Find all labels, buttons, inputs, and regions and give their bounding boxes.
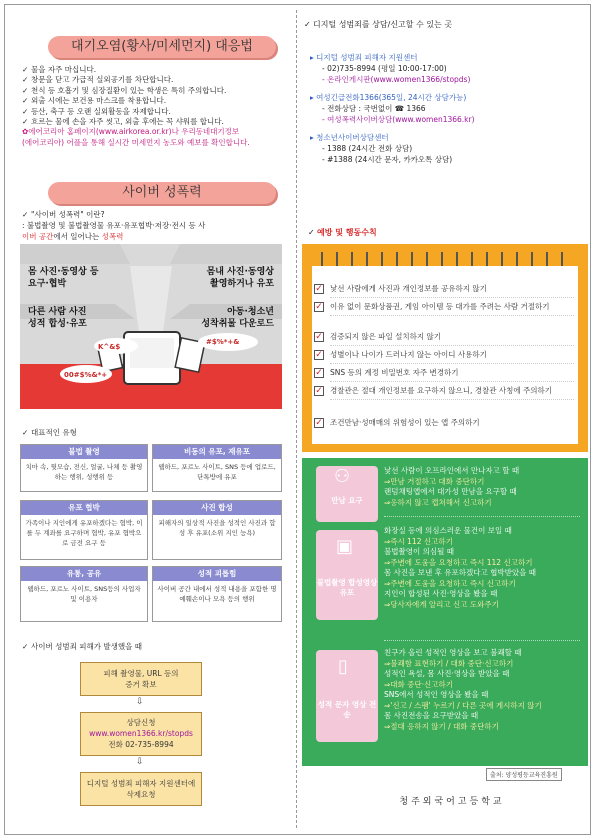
air-item: ✓ 천식 등 호흡기 및 심장질환이 있는 학생은 특히 주의합니다.: [22, 85, 227, 95]
check-icon: ✓: [22, 210, 29, 219]
type-card-title: 유통, 공유: [21, 567, 147, 581]
rule-item: ✓ SNS 등의 계정 비밀번호 자주 변경하기: [330, 368, 574, 382]
air-item: ✓ 창문을 닫고 가급적 실외공기를 차단합니다.: [22, 75, 174, 85]
victim-label: ✓ 사이버 성범죄 피해가 발생했을 때: [22, 642, 142, 651]
org-name: ▸ 여성긴급전화1366(365일, 24시간 상담가능): [310, 93, 467, 102]
symbol-text: K^&$: [98, 343, 121, 351]
type-card-body: 치마 속, 뒷모습, 전신, 얼굴, 나체 등 촬영하는 행위, 성행위 등: [25, 463, 143, 481]
air-note: ✿에어코리아 홈페이지(www.airkorea.or.kr)나 우리동네대기정보: [22, 127, 240, 137]
situation-label: ▯ 성적 문자 영상 전송: [316, 650, 378, 742]
rule-item: ✓ 이유 없이 문화상품권, 게임 아이템 등 대가를 주려는 사람 거절하기: [330, 302, 574, 316]
check-icon: ✓: [22, 75, 29, 85]
check-icon: ✓: [22, 96, 29, 106]
graphic-text: 몸 사진·동영상 등 요구·협박: [28, 267, 99, 289]
type-card-title: 비동의 유포, 재유포: [153, 445, 281, 459]
type-card-title: 불법 촬영: [21, 445, 147, 459]
rule-item: ✓ 조건만남·성매매의 위험성이 있는 앱 주의하기: [315, 418, 480, 428]
air-item: ✓ 외출 시에는 보건용 마스크를 착용합니다.: [22, 96, 167, 106]
rules-title: ✓ 예방 및 행동수칙: [308, 228, 377, 237]
cyber-def-2: 이버 공간에서 일어나는 성폭력: [22, 232, 124, 241]
air-item: ✓ 흐르는 물에 손을 자주 씻고, 외출 후에는 꼭 샤워를 합니다.: [22, 117, 224, 127]
type-card-body: 사이버 공간 내에서 성적 내용을 포함한 명예훼손이나 모욕 등의 행위: [157, 585, 277, 603]
situation-text: 낯선 사람이 오프라인에서 만나자고 할 때 ⇒만남 거절하고 대화 중단하기 랜덤채팅앱에서 대가성 만남을 요구할 때 ⇒응하지 않고 캡쳐해서 신고하기: [384, 466, 520, 507]
org-name: ▸ 디지털 성범죄 피해자 지원센터: [310, 53, 418, 62]
type-card-title: 사진 합성: [153, 501, 281, 515]
checkbox-checked-icon: ✓: [315, 350, 323, 360]
air-item: ✓ 물을 자주 마십니다.: [22, 65, 97, 74]
type-card: [20, 444, 148, 492]
cyber-def-1: : 불법촬영 및 불법촬영물 유포·유포협박·저장·전시 등 사: [22, 221, 206, 230]
down-arrow-icon: ⇩: [136, 757, 144, 767]
graphic-text: 아동·청소년 성착취물 다운로드: [201, 307, 274, 329]
rules-list: [312, 266, 578, 444]
check-icon: ✓: [308, 228, 315, 237]
type-card-title: 성적 괴롭힘: [153, 567, 281, 581]
source-note: 출처: 양성평등교육진흥원: [486, 768, 562, 781]
air-list: [22, 65, 290, 148]
type-card-body: 가족이나 지인에게 유포하겠다는 협박, 이를 두 계좌를 요구하며 협박, 유포 협박으로 금전 요구 등: [25, 519, 143, 547]
check-icon: ✓: [22, 428, 29, 437]
rule-item: ✓ 성별이나 나이가 드러나지 않는 아이디 사용하기: [330, 350, 574, 364]
phone-illustration: [20, 244, 282, 409]
graphic-text: 다른 사람 사진 성적 합성·유포: [28, 307, 87, 329]
flow-step: 디지털 성범죄 피해자 지원센터에 삭제요청: [80, 772, 202, 806]
graphic-text: 몸내 사진·동영상 촬영하거나 유포: [206, 267, 274, 289]
rule-item: ✓ 경찰관은 절대 개인정보를 요구하지 않으니, 경찰관 사칭에 주의하기: [330, 386, 574, 400]
situation-label: ▣ 불법촬영 합성영상 유포: [316, 530, 378, 620]
school-name: 청주외국어고등학교: [399, 797, 505, 807]
help-title: ✓ 디지털 성범죄를 상담/신고할 수 있는 곳: [304, 20, 453, 29]
air-note-2: (에어코리아) 어플을 통해 실시간 미세먼지 농도와 예보를 확인합니다.: [22, 137, 250, 147]
air-item: ✓ 등산, 축구 등 오랜 실외활동을 자제합니다.: [22, 106, 171, 116]
situation-label: ⚇ 만남 요구: [316, 466, 378, 522]
cyber-definition: [22, 209, 290, 242]
situation-text: 친구가 올린 성적인 영상을 보고 불쾌할 때 ⇒불쾌함 표현하기 / 대화 중단·신고하기 성적인 욕설, 몸 사진·영상을 받았을 때 ⇒대화 중단·신고하기 SNS에서 성적인 영상을 봤을 때 ⇒'신고 / 스팸' 누르기 / 다른 곳에 게시하지 않기 몸 사진전송을 요구받았을 때 ⇒절대 응하지 않기 / 대화 중단하기: [384, 648, 542, 731]
type-card-body: 웹하드, 포르노 사이트, SNS 등에 업로드, 단톡방에 유포: [158, 463, 276, 481]
separator: [384, 640, 580, 641]
check-icon: ✓: [22, 106, 29, 116]
cyber-title: 사이버 성폭력: [48, 182, 276, 204]
checkbox-checked-icon: ✓: [315, 418, 323, 428]
type-card: [152, 500, 282, 560]
meeting-icon: ⚇: [334, 466, 351, 487]
type-card: [152, 444, 282, 492]
checkbox-checked-icon: ✓: [315, 386, 323, 396]
type-card: [20, 500, 148, 560]
cyber-graphic: [20, 244, 282, 409]
down-arrow-icon: ⇩: [136, 697, 144, 707]
camera-icon: ▣: [336, 536, 354, 557]
checkbox-checked-icon: ✓: [315, 332, 323, 342]
rule-item: ✓ 낯선 사람에게 사진과 개인정보를 공유하지 않기: [330, 284, 574, 298]
type-card: [20, 566, 148, 622]
symbol-text: #$%*+&: [206, 338, 240, 346]
phone-icon: ▯: [338, 656, 348, 677]
situation-text: 화장실 등에 의심스러운 물건이 보일 때 ⇒즉시 112 신고하기 불법촬영이 의심될 때 ⇒주변에 도움을 요청하고 즉시 112 신고하기 몸 사진을 보낸 후 유포하겠다고 협박받았을 때 ⇒주변에 도움을 요청하고 즉시 신고하기 지인이 합성된 사진·영상을 봤을 때 ⇒당사자에게 알리고 신고 도와주기: [384, 526, 536, 609]
type-card-title: 유포 협박: [21, 501, 147, 515]
check-icon: ✓: [22, 117, 29, 127]
column-divider: [296, 10, 297, 828]
check-icon: ✓: [304, 20, 311, 29]
symbol-text: 00#$%&*+: [64, 371, 108, 379]
flow-step: 피해 촬영물, URL 등의 증거 확보: [80, 662, 202, 696]
cyber-question: ✓ "사이버 성폭력" 이란?: [22, 210, 105, 219]
rule-item: ✓ 검증되지 않은 파일 설치하지 않기: [330, 332, 574, 346]
org-name: ▸ 청소년사이버상담센터: [310, 133, 389, 142]
type-card-body: 웹하드, 포르노 사이트, SNS등의 사업자 및 이용자: [27, 585, 141, 603]
type-card: [152, 566, 282, 622]
checkbox-checked-icon: ✓: [315, 284, 323, 294]
checkbox-checked-icon: ✓: [315, 368, 323, 378]
check-icon: ✓: [22, 85, 29, 95]
types-label: ✓ 대표적인 유형: [22, 428, 77, 437]
help-orgs: ▸ 디지털 성범죄 피해자 지원센터 - 02)735-8994 (평일 10:00-17:00) - 온라인게시판(www.women1366/stopds) ▸ 여성긴급전화1366(365일, 24시간 상담가능) - 전화상담 : 국번없이 ☎ 1366 - 여성폭력사이버상담(www.women1366.kr) ▸ 청소년사이버상담센터 - 1388 (24시간 전화 상담) - #1388 (24시간 문자, 카카오톡 상담): [310, 52, 590, 165]
flow-step: 상담신청 www.women1366.kr/stopds 전화 02-735-8994: [80, 712, 202, 756]
air-title: 대기오염(황사/미세먼지) 대응법: [48, 36, 276, 58]
check-icon: ✓: [22, 65, 29, 74]
check-icon: ✓: [22, 642, 29, 651]
separator: [384, 516, 580, 517]
checkbox-checked-icon: ✓: [315, 302, 323, 312]
type-card-body: 피해자의 일상적 사진을 성적인 사진과 합성 후 유포(소위 지인 능욕): [158, 519, 276, 537]
star-icon: ✿: [22, 127, 29, 137]
